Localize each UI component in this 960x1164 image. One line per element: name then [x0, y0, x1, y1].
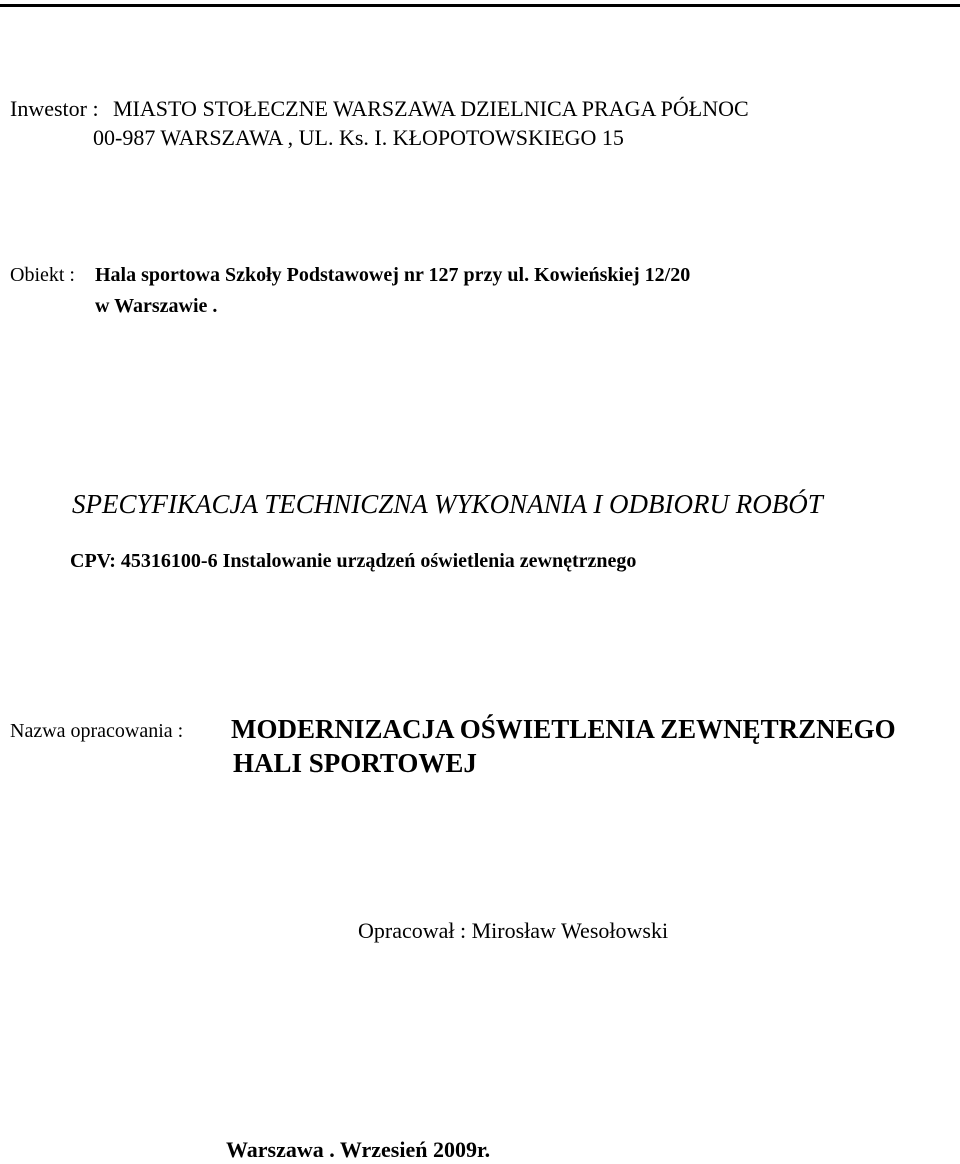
cpv-code: CPV: 45316100-6 Instalowanie urządzeń oświetlenia zewnętrznego [70, 550, 637, 572]
object-label: Obiekt : [10, 264, 75, 286]
investor-label: Inwestor : [10, 96, 99, 121]
investor-name: MIASTO STOŁECZNE WARSZAWA DZIELNICA PRAGA PÓŁNOC [113, 96, 749, 121]
object-name: Hala sportowa Szkoły Podstawowej nr 127 przy ul. Kowieńskiej 12/20 [95, 264, 691, 286]
study-name-continued: HALI SPORTOWEJ [233, 748, 477, 778]
study-name: MODERNIZACJA OŚWIETLENIA ZEWNĘTRZNEGO [231, 714, 896, 744]
study-label: Nazwa opracowania : [10, 720, 184, 742]
top-rule [0, 4, 960, 7]
object-location: w Warszawie . [95, 295, 218, 317]
document-title: SPECYFIKACJA TECHNICZNA WYKONANIA I ODBIORU ROBÓT [72, 489, 823, 519]
author: Opracował : Mirosław Wesołowski [358, 918, 669, 943]
investor-address: 00-987 WARSZAWA , UL. Ks. I. KŁOPOTOWSKIEGO 15 [93, 125, 624, 150]
place-and-date: Warszawa . Wrzesień 2009r. [226, 1137, 491, 1162]
